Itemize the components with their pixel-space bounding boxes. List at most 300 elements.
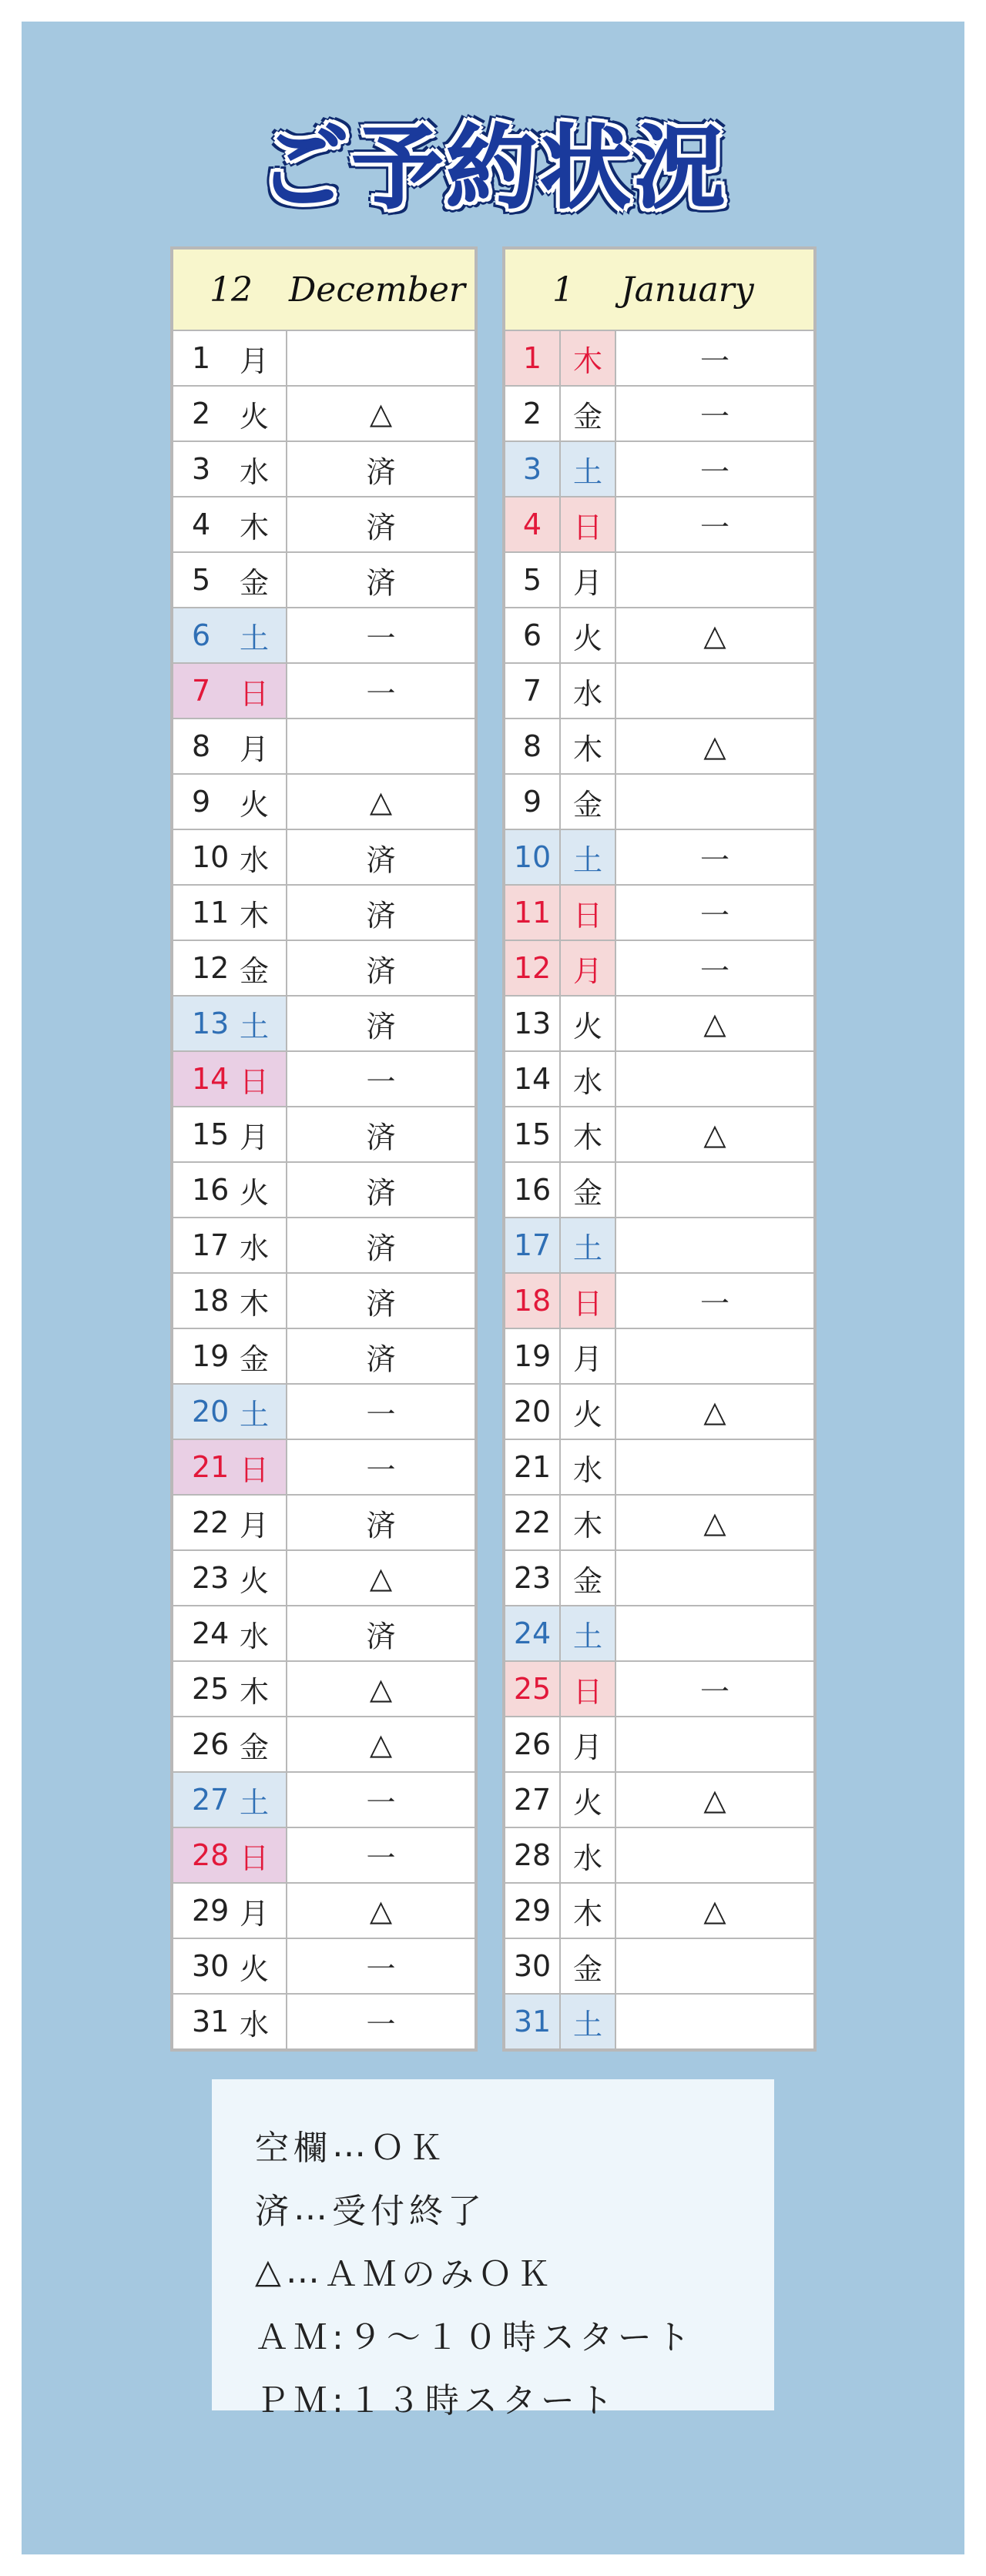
status-cell	[616, 1995, 813, 2048]
status-cell: 一	[287, 1052, 475, 1106]
weekday: 水	[240, 1231, 270, 1265]
legend-value: ＯＫ	[371, 2129, 448, 2168]
status-cell: △	[287, 775, 475, 829]
status-cell: 一	[287, 1828, 475, 1882]
table-row	[505, 1163, 813, 1217]
weekday: 火	[561, 608, 615, 662]
status-cell: 済	[287, 553, 475, 607]
day-number: 31	[192, 2005, 230, 2038]
table-row	[173, 886, 475, 940]
table-row	[173, 1662, 475, 1716]
day-cell	[173, 664, 286, 718]
legend-line	[255, 2303, 774, 2366]
day-number: 30	[192, 1949, 230, 1983]
day-cell	[173, 1828, 286, 1882]
day-cell	[173, 830, 286, 884]
weekday: 日	[240, 1452, 270, 1487]
weekday: 火	[240, 1951, 270, 1986]
legend-value: ＡＭのみＯＫ	[324, 2255, 555, 2294]
table-row	[173, 442, 475, 496]
weekday: 水	[561, 1052, 615, 1106]
table-row	[505, 1496, 813, 1549]
table-row	[173, 1440, 475, 1494]
day-number: 30	[505, 1939, 559, 1993]
day-number: 27	[505, 1773, 559, 1827]
month-name: January	[621, 270, 754, 310]
day-number: 10	[192, 840, 230, 874]
day-cell	[173, 1218, 286, 1272]
status-cell: 済	[287, 1218, 475, 1272]
status-cell	[616, 1218, 813, 1272]
weekday: 水	[240, 454, 270, 489]
status-cell	[616, 1163, 813, 1217]
status-cell: 済	[287, 442, 475, 496]
legend-key: ＰＭ:	[255, 2381, 348, 2420]
day-number: 27	[192, 1783, 230, 1817]
weekday: 月	[240, 343, 270, 378]
weekday: 月	[240, 1120, 270, 1154]
legend-line	[255, 2239, 774, 2303]
table-row	[505, 886, 813, 940]
weekday: 日	[561, 1274, 615, 1328]
weekday: 金	[561, 1939, 615, 1993]
status-cell: 済	[287, 997, 475, 1050]
weekday: 土	[240, 1009, 270, 1043]
weekday: 火	[561, 1773, 615, 1827]
day-number: 15	[192, 1117, 230, 1151]
legend-line	[255, 2366, 774, 2429]
day-number: 31	[505, 1995, 559, 2048]
day-number: 24	[192, 1616, 230, 1650]
table-row	[505, 1329, 813, 1383]
legend-value: １３時スタート	[347, 2381, 618, 2420]
table-row	[505, 1052, 813, 1106]
day-number: 1	[192, 341, 211, 375]
day-cell	[173, 553, 286, 607]
day-number: 12	[505, 941, 559, 995]
day-number: 22	[192, 1506, 230, 1539]
status-cell: 一	[616, 1274, 813, 1328]
status-cell: △	[287, 1662, 475, 1716]
status-cell: △	[616, 1107, 813, 1161]
december-rows	[173, 331, 475, 2048]
weekday: 土	[561, 1995, 615, 2048]
table-row	[505, 1218, 813, 1272]
month-number: 12	[210, 270, 253, 310]
day-number: 18	[505, 1274, 559, 1328]
status-cell	[616, 1939, 813, 1993]
weekday: 日	[561, 886, 615, 940]
table-row	[505, 775, 813, 829]
table-row	[505, 1717, 813, 1771]
legend-value: ９～１０時スタート	[347, 2318, 695, 2357]
weekday: 月	[561, 553, 615, 607]
weekday: 木	[561, 719, 615, 773]
status-cell: 済	[287, 1107, 475, 1161]
status-cell: 済	[287, 830, 475, 884]
weekday: 金	[240, 565, 270, 600]
legend-separator: …	[285, 2251, 324, 2291]
status-cell: 一	[287, 664, 475, 718]
table-row	[173, 1606, 475, 1660]
weekday: 金	[240, 1342, 270, 1376]
day-cell	[173, 1052, 286, 1106]
day-cell	[173, 1995, 286, 2048]
status-cell: △	[616, 997, 813, 1050]
day-number: 15	[505, 1107, 559, 1161]
day-cell	[173, 941, 286, 995]
table-row	[505, 1440, 813, 1494]
table-row	[505, 1274, 813, 1328]
status-cell: 済	[287, 1496, 475, 1549]
day-number: 2	[505, 387, 559, 440]
table-row	[505, 1606, 813, 1660]
day-number: 19	[505, 1329, 559, 1383]
day-number: 8	[192, 729, 211, 763]
day-cell	[173, 1939, 286, 1993]
legend-box	[212, 2079, 774, 2420]
weekday: 月	[561, 941, 615, 995]
weekday: 土	[561, 830, 615, 884]
table-row	[505, 719, 813, 773]
status-cell: 一	[287, 1995, 475, 2048]
status-cell	[616, 553, 813, 607]
table-row	[173, 553, 475, 607]
day-number: 29	[505, 1884, 559, 1938]
weekday: 火	[240, 1563, 270, 1598]
table-row	[173, 1496, 475, 1549]
day-cell	[173, 997, 286, 1050]
status-cell: △	[616, 1884, 813, 1938]
weekday: 月	[240, 1896, 270, 1931]
day-number: 20	[505, 1385, 559, 1439]
legend-key: ＡＭ:	[255, 2318, 348, 2357]
table-row	[505, 1939, 813, 1993]
status-cell: △	[616, 608, 813, 662]
day-number: 24	[505, 1606, 559, 1660]
day-number: 26	[192, 1727, 230, 1761]
day-number: 25	[505, 1662, 559, 1716]
day-cell	[173, 442, 286, 496]
legend-separator: …	[293, 2188, 332, 2228]
weekday: 水	[561, 664, 615, 718]
day-cell	[173, 1385, 286, 1439]
table-row	[173, 1939, 475, 1993]
day-number: 13	[505, 997, 559, 1050]
weekday: 火	[240, 1175, 270, 1210]
weekday: 金	[561, 1163, 615, 1217]
weekday: 水	[240, 2007, 270, 2042]
day-cell	[173, 608, 286, 662]
day-number: 7	[505, 664, 559, 718]
table-row	[173, 1385, 475, 1439]
day-number: 3	[192, 452, 211, 486]
weekday: 土	[561, 442, 615, 496]
day-number: 9	[192, 785, 211, 819]
table-row	[173, 1218, 475, 1272]
day-number: 13	[192, 1007, 230, 1040]
status-cell: 済	[287, 1163, 475, 1217]
weekday: 木	[240, 898, 270, 933]
status-cell: 一	[287, 1440, 475, 1494]
status-cell: 一	[616, 941, 813, 995]
weekday: 木	[561, 331, 615, 385]
day-number: 6	[192, 618, 211, 652]
status-cell: 一	[616, 886, 813, 940]
day-number: 14	[192, 1062, 230, 1096]
status-cell: 一	[616, 830, 813, 884]
page-title: ご予約状況	[257, 115, 728, 221]
table-row	[173, 1551, 475, 1605]
december-calendar	[170, 246, 478, 2052]
day-number: 14	[505, 1052, 559, 1106]
weekday: 火	[561, 1385, 615, 1439]
weekday: 火	[240, 399, 270, 434]
day-number: 17	[505, 1218, 559, 1272]
day-cell	[173, 1107, 286, 1161]
status-cell: 一	[287, 608, 475, 662]
table-row	[505, 1107, 813, 1161]
day-number: 8	[505, 719, 559, 773]
day-number: 6	[505, 608, 559, 662]
status-cell	[616, 664, 813, 718]
january-calendar	[502, 246, 817, 2052]
day-number: 23	[192, 1561, 230, 1595]
status-cell: 一	[616, 1662, 813, 1716]
day-number: 5	[192, 563, 211, 597]
weekday: 木	[240, 510, 270, 544]
weekday: 水	[561, 1828, 615, 1882]
status-cell: 一	[616, 387, 813, 440]
status-cell: 済	[287, 941, 475, 995]
table-row	[173, 775, 475, 829]
day-cell	[173, 886, 286, 940]
status-cell: 済	[287, 497, 475, 551]
weekday: 水	[240, 1619, 270, 1653]
table-row	[505, 1662, 813, 1716]
weekday: 火	[561, 997, 615, 1050]
status-cell: 済	[287, 886, 475, 940]
table-row	[505, 1995, 813, 2048]
table-row	[173, 1274, 475, 1328]
table-row	[505, 497, 813, 551]
day-number: 5	[505, 553, 559, 607]
day-cell	[173, 1274, 286, 1328]
title-area	[22, 99, 964, 222]
january-header	[505, 250, 813, 330]
table-row	[173, 719, 475, 773]
day-number: 16	[505, 1163, 559, 1217]
table-row	[505, 1385, 813, 1439]
day-cell	[173, 497, 286, 551]
status-cell: 済	[287, 1329, 475, 1383]
weekday: 金	[561, 1551, 615, 1605]
weekday: 火	[240, 787, 270, 822]
legend-key: 済	[255, 2192, 293, 2231]
status-cell	[287, 719, 475, 773]
table-row	[173, 1773, 475, 1827]
status-cell	[616, 1551, 813, 1605]
weekday: 木	[561, 1496, 615, 1549]
weekday: 土	[240, 1397, 270, 1432]
weekday: 月	[240, 732, 270, 766]
status-cell: 一	[287, 1939, 475, 1993]
legend-key: △	[255, 2251, 286, 2291]
weekday: 水	[240, 842, 270, 877]
table-row	[505, 941, 813, 995]
legend-key: 空欄	[255, 2129, 332, 2168]
day-number: 18	[192, 1284, 230, 1318]
day-number: 26	[505, 1717, 559, 1771]
month-name: December	[289, 270, 465, 310]
day-number: 25	[192, 1672, 230, 1706]
weekday: 月	[240, 1508, 270, 1543]
status-cell	[616, 775, 813, 829]
weekday: 土	[240, 1785, 270, 1820]
day-cell	[173, 1717, 286, 1771]
table-row	[173, 997, 475, 1050]
table-row	[173, 387, 475, 440]
weekday: 土	[561, 1218, 615, 1272]
table-row	[505, 1828, 813, 1882]
table-row	[173, 830, 475, 884]
day-cell	[173, 1551, 286, 1605]
table-row	[505, 553, 813, 607]
day-cell	[173, 1163, 286, 1217]
day-cell	[173, 1606, 286, 1660]
table-row	[505, 997, 813, 1050]
status-cell: 済	[287, 1606, 475, 1660]
day-number: 3	[505, 442, 559, 496]
status-cell: 一	[616, 331, 813, 385]
table-row	[505, 1773, 813, 1827]
status-cell: △	[287, 1551, 475, 1605]
legend-value: 受付終了	[332, 2192, 486, 2231]
weekday: 金	[561, 387, 615, 440]
table-row	[173, 1717, 475, 1771]
day-number: 21	[192, 1450, 230, 1484]
january-rows	[505, 331, 813, 2048]
weekday: 日	[561, 497, 615, 551]
status-cell: △	[287, 1884, 475, 1938]
day-number: 11	[505, 886, 559, 940]
table-row	[505, 664, 813, 718]
status-cell: 一	[287, 1773, 475, 1827]
table-row	[173, 1884, 475, 1938]
weekday: 木	[561, 1107, 615, 1161]
table-row	[173, 1052, 475, 1106]
december-header	[173, 250, 475, 330]
table-row	[173, 608, 475, 662]
status-cell	[616, 1717, 813, 1771]
day-number: 4	[505, 497, 559, 551]
weekday: 水	[561, 1440, 615, 1494]
day-number: 28	[505, 1828, 559, 1882]
day-number: 7	[192, 674, 211, 708]
status-cell: △	[616, 1385, 813, 1439]
status-cell	[616, 1329, 813, 1383]
weekday: 木	[240, 1286, 270, 1321]
weekday: 金	[240, 1730, 270, 1764]
table-row	[173, 1995, 475, 2048]
day-number: 12	[192, 951, 230, 985]
day-cell	[173, 331, 286, 385]
table-row	[173, 1329, 475, 1383]
status-cell: △	[616, 1496, 813, 1549]
table-row	[173, 941, 475, 995]
status-cell: 一	[616, 497, 813, 551]
weekday: 土	[561, 1606, 615, 1660]
day-cell	[173, 1884, 286, 1938]
day-number: 20	[192, 1395, 230, 1429]
weekday: 金	[240, 953, 270, 988]
weekday: 日	[240, 1841, 270, 1875]
day-cell	[173, 719, 286, 773]
day-number: 17	[192, 1228, 230, 1262]
legend-separator: …	[332, 2125, 371, 2165]
weekday: 日	[240, 676, 270, 711]
reservation-poster	[22, 22, 964, 2554]
status-cell	[616, 1440, 813, 1494]
day-cell	[173, 1662, 286, 1716]
table-row	[173, 331, 475, 385]
status-cell	[616, 1606, 813, 1660]
table-row	[505, 442, 813, 496]
day-cell	[173, 387, 286, 440]
table-row	[173, 1163, 475, 1217]
day-number: 1	[505, 331, 559, 385]
day-number: 29	[192, 1894, 230, 1928]
table-row	[173, 1107, 475, 1161]
status-cell	[616, 1052, 813, 1106]
status-cell: △	[287, 1717, 475, 1771]
weekday: 木	[561, 1884, 615, 1938]
day-cell	[173, 1773, 286, 1827]
status-cell: △	[616, 1773, 813, 1827]
day-cell	[173, 1440, 286, 1494]
table-row	[505, 1884, 813, 1938]
day-number: 11	[192, 896, 230, 930]
table-row	[505, 387, 813, 440]
legend-line	[255, 2176, 774, 2239]
weekday: 日	[561, 1662, 615, 1716]
day-cell	[173, 1329, 286, 1383]
status-cell: 一	[287, 1385, 475, 1439]
status-cell: 一	[616, 442, 813, 496]
day-number: 19	[192, 1339, 230, 1373]
table-row	[505, 331, 813, 385]
status-cell: △	[287, 387, 475, 440]
legend-line	[255, 2113, 774, 2176]
weekday: 木	[240, 1674, 270, 1709]
day-number: 16	[192, 1173, 230, 1207]
table-row	[505, 608, 813, 662]
day-number: 28	[192, 1838, 230, 1872]
weekday: 土	[240, 621, 270, 655]
day-number: 2	[192, 397, 211, 430]
weekday: 月	[561, 1329, 615, 1383]
day-number: 10	[505, 830, 559, 884]
day-number: 23	[505, 1551, 559, 1605]
day-number: 22	[505, 1496, 559, 1549]
weekday: 金	[561, 775, 615, 829]
day-number: 4	[192, 507, 211, 541]
table-row	[505, 830, 813, 884]
table-row	[173, 1828, 475, 1882]
day-cell	[173, 775, 286, 829]
status-cell: 済	[287, 1274, 475, 1328]
month-number: 1	[552, 270, 574, 310]
